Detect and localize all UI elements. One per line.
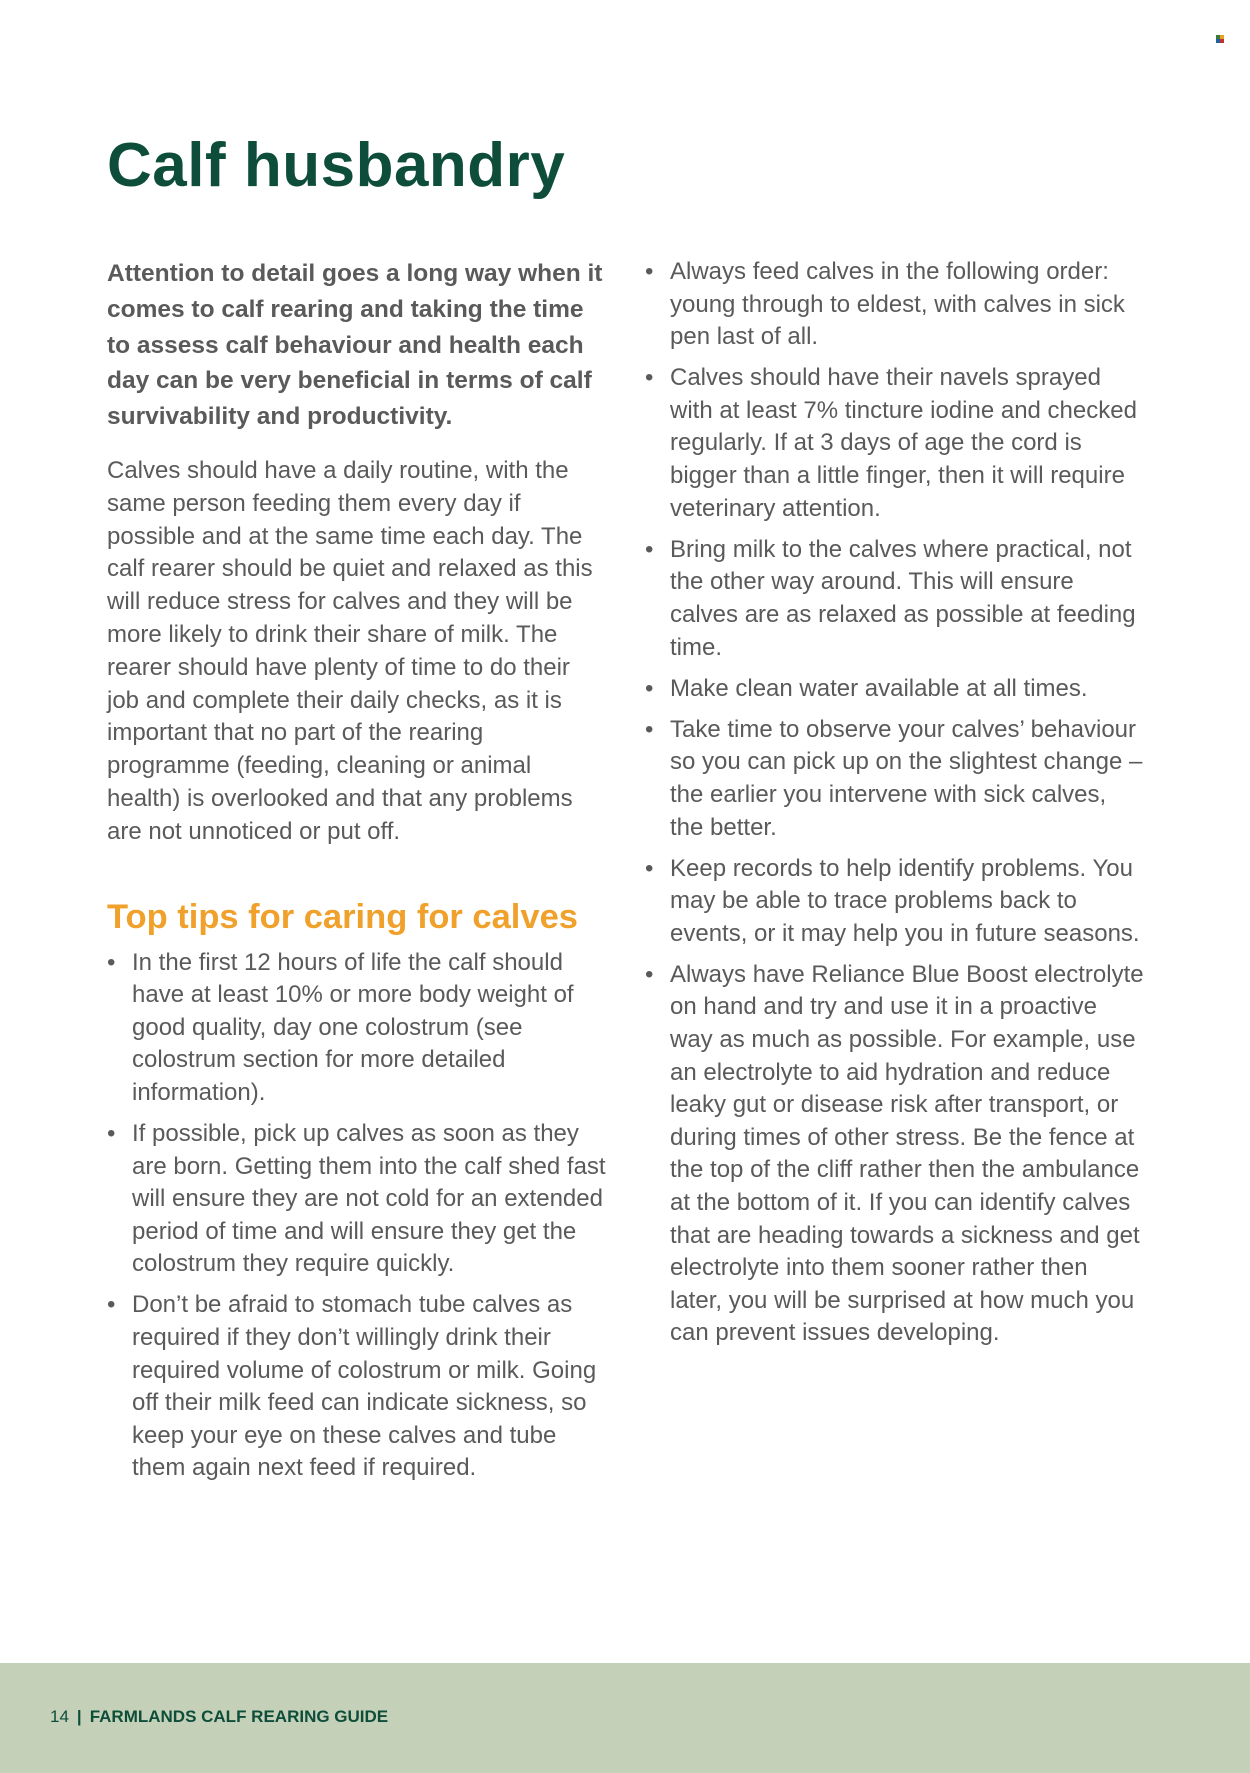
bullet-icon: • (107, 1291, 116, 1319)
bullet-icon: • (645, 715, 654, 743)
tip-text: Take time to observe your calves’ behaviour so you can pick up on the slightest change – the earlier you intervene with sick calves, the better. (670, 715, 1143, 841)
tip-text: Keep records to help identify problems. You may be able to trace problems back to events, or it may help you in future seasons. (670, 854, 1140, 947)
footer-separator: | (76, 1707, 82, 1726)
tip-item (645, 714, 1145, 844)
tip-item (645, 256, 1145, 354)
corner-color-mark (1216, 35, 1224, 43)
tip-item (645, 959, 1145, 1350)
tips-list-left (107, 947, 607, 1486)
tip-text: If possible, pick up calves as soon as they are born. Getting them into the calf shed fast will ensure they are not cold for an extended period of time and will ensure they get the colostrum they require quickly. (132, 1120, 606, 1278)
tip-item (107, 947, 607, 1110)
bullet-icon: • (645, 854, 654, 882)
tip-text: Calves should have their navels sprayed with at least 7% tincture iodine and checked regularly. If at 3 days of age the cord is bigger than a little finger, then it will require veterinary attention. (670, 364, 1137, 522)
left-column (107, 256, 607, 1494)
tip-item (107, 1289, 607, 1485)
bullet-icon: • (107, 1120, 116, 1148)
bullet-icon: • (645, 258, 654, 285)
tips-heading: Top tips for caring for calves (107, 897, 578, 936)
bullet-icon: • (645, 364, 654, 392)
guide-title: FARMLANDS CALF REARING GUIDE (89, 1707, 389, 1726)
tip-item (107, 1118, 607, 1281)
bullet-icon: • (645, 674, 654, 702)
tip-item (645, 853, 1145, 951)
tip-text: In the first 12 hours of life the calf should have at least 10% or more body weight of good quality, day one colostrum (see colostrum section for more detailed information). (132, 948, 574, 1106)
tip-item (645, 362, 1145, 525)
tip-item (645, 673, 1145, 706)
tips-list-right (645, 256, 1145, 1350)
footer-label (50, 1707, 388, 1727)
bullet-icon: • (645, 535, 654, 563)
page-title: Calf husbandry (107, 131, 566, 200)
right-column (645, 256, 1145, 1359)
tip-text: Make clean water available at all times. (670, 674, 1088, 702)
tip-text: Always feed calves in the following order: young through to eldest, with calves in sick pen last of all. (670, 258, 1125, 351)
page-number: 14 (50, 1707, 69, 1726)
bullet-icon: • (645, 960, 654, 988)
bullet-icon: • (107, 948, 116, 976)
tip-text: Bring milk to the calves where practical, not the other way around. This will ensure calves are as relaxed as possible at feeding time. (670, 535, 1136, 661)
intro-paragraph: Attention to detail goes a long way when it comes to calf rearing and taking the time to assess calf behaviour and health each day can be very beneficial in terms of calf survivability and productivity. (107, 260, 603, 431)
tip-item (645, 534, 1145, 664)
tip-text: Don’t be afraid to stomach tube calves as required if they don’t willingly drink their required volume of colostrum or milk. Going off their milk feed can indicate sickness, so keep your eye on these calves and tube them again next feed if required. (132, 1291, 597, 1482)
tip-text: Always have Reliance Blue Boost electrolyte on hand and try and use it in a proactive way as much as possible. For example, use an electrolyte to aid hydration and reduce leaky gut or disease risk after transport, or during times of other stress. Be the fence at the top of the cliff rather then the ambulance at the bottom of it. If you can identify calves that are heading towards a sickness and get electrolyte into them sooner rather then later, you will be surprised at how much you can prevent issues developing. (670, 960, 1144, 1347)
routine-paragraph: Calves should have a daily routine, with the same person feeding them every day if possible and at the same time each day. The calf rearer should be quiet and relaxed as this will reduce stress for calves and they will be more likely to drink their share of milk. The rearer should have plenty of time to do their job and complete their daily checks, as it is important that no part of the rearing programme (feeding, cleaning or animal health) is overlooked and that any problems are not unnoticed or put off. (107, 456, 593, 845)
page-footer (0, 1663, 1250, 1773)
